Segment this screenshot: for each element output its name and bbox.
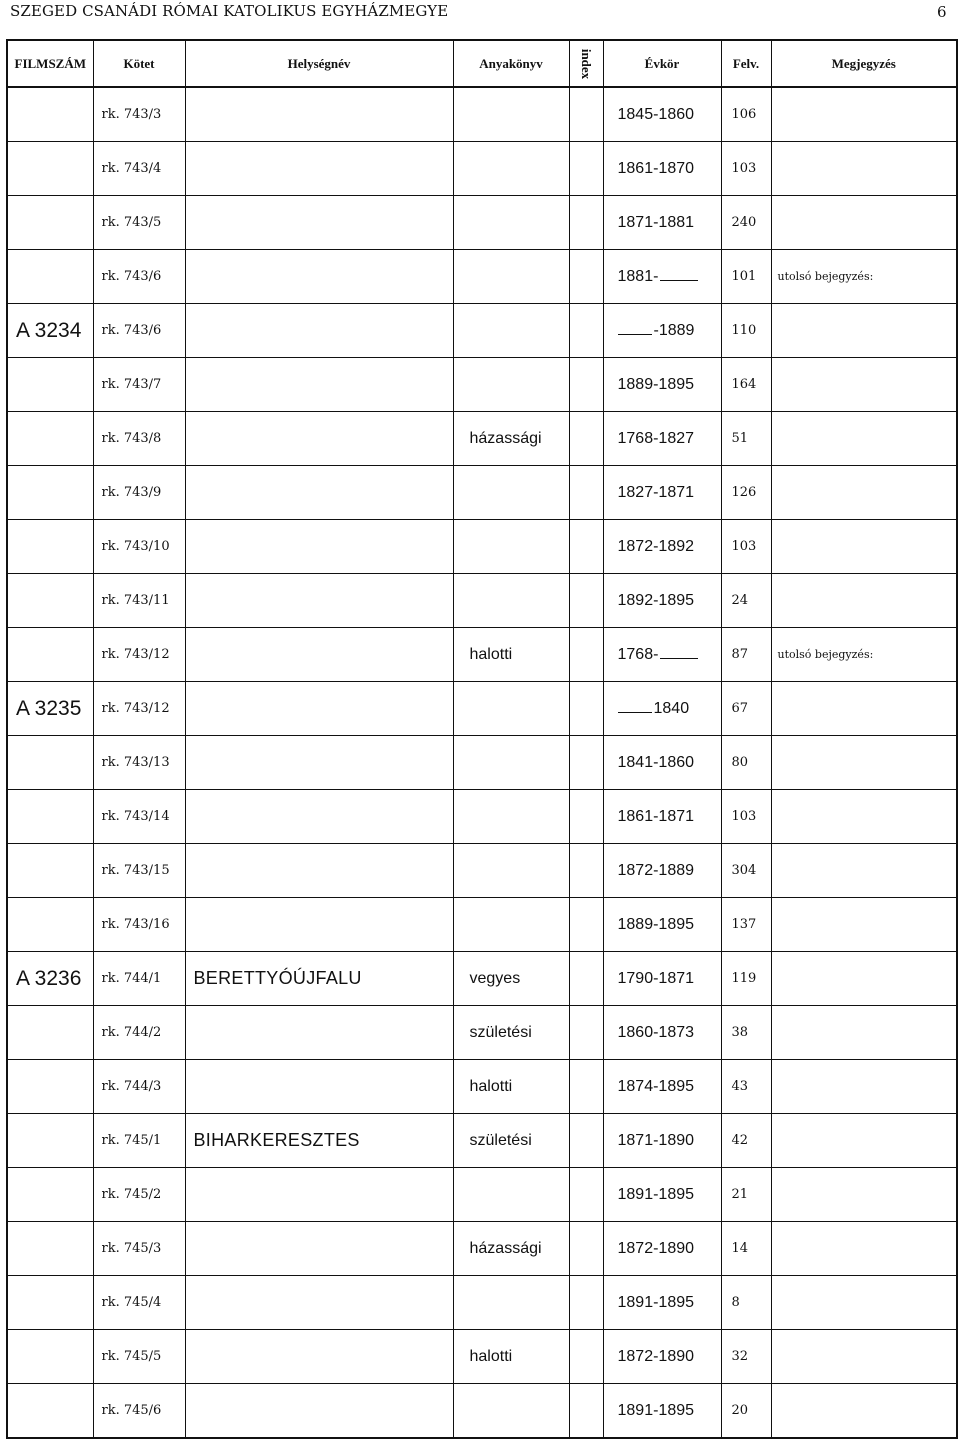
megjegyzes-cell — [771, 1330, 957, 1384]
table-row — [7, 358, 957, 412]
megjegyzes-cell — [771, 1114, 957, 1168]
evkor-text: 1790-1871 — [617, 969, 695, 987]
kotet-cell: rk. 744/1 — [93, 952, 185, 1006]
filmszam-cell — [7, 466, 93, 520]
helysegnev-cell — [185, 358, 453, 412]
helysegnev-cell — [185, 1330, 453, 1384]
evkor-cell — [603, 736, 721, 790]
felv-cell: 80 — [721, 736, 771, 790]
filmszam-cell: A 3236 — [7, 952, 93, 1006]
felv-cell: 101 — [721, 250, 771, 304]
table-row — [7, 682, 957, 736]
evkor-cell — [603, 358, 721, 412]
index-cell — [569, 1276, 603, 1330]
filmszam-cell — [7, 736, 93, 790]
index-cell — [569, 1060, 603, 1114]
evkor-text: 1860-1873 — [617, 1023, 695, 1041]
helysegnev-cell — [185, 1222, 453, 1276]
blank-line — [618, 700, 652, 713]
column-header-filmszam: FILMSZÁM — [7, 40, 93, 87]
column-header-kotet: Kötet — [93, 40, 185, 87]
anyakonyv-cell: házassági — [453, 412, 569, 466]
felv-cell: 14 — [721, 1222, 771, 1276]
filmszam-cell — [7, 1060, 93, 1114]
evkor-cell — [603, 790, 721, 844]
megjegyzes-cell — [771, 87, 957, 142]
table-row — [7, 142, 957, 196]
table-row — [7, 1006, 957, 1060]
kotet-cell: rk. 743/6 — [93, 250, 185, 304]
felv-cell: 21 — [721, 1168, 771, 1222]
anyakonyv-cell — [453, 844, 569, 898]
evkor-cell — [603, 1276, 721, 1330]
evkor-cell — [603, 520, 721, 574]
filmszam-cell — [7, 574, 93, 628]
kotet-cell: rk. 743/7 — [93, 358, 185, 412]
anyakonyv-cell — [453, 1384, 569, 1439]
felv-cell: 32 — [721, 1330, 771, 1384]
megjegyzes-cell — [771, 682, 957, 736]
felv-cell: 240 — [721, 196, 771, 250]
evkor-cell — [603, 1114, 721, 1168]
helysegnev-cell — [185, 1006, 453, 1060]
filmszam-cell — [7, 412, 93, 466]
index-cell — [569, 142, 603, 196]
kotet-cell: rk. 744/3 — [93, 1060, 185, 1114]
anyakonyv-cell — [453, 196, 569, 250]
kotet-cell: rk. 743/11 — [93, 574, 185, 628]
anyakonyv-cell — [453, 736, 569, 790]
index-cell — [569, 574, 603, 628]
evkor-text: 1827-1871 — [617, 483, 695, 501]
filmszam-cell — [7, 1168, 93, 1222]
table-row — [7, 1114, 957, 1168]
evkor-text: 1840 — [653, 699, 690, 717]
filmszam-cell — [7, 358, 93, 412]
kotet-cell: rk. 745/5 — [93, 1330, 185, 1384]
megjegyzes-cell — [771, 1276, 957, 1330]
evkor-cell — [603, 898, 721, 952]
megjegyzes-cell — [771, 1222, 957, 1276]
evkor-cell — [603, 304, 721, 358]
helysegnev-cell — [185, 250, 453, 304]
table-row — [7, 952, 957, 1006]
anyakonyv-cell — [453, 466, 569, 520]
table-row — [7, 736, 957, 790]
felv-cell: 24 — [721, 574, 771, 628]
filmszam-cell — [7, 520, 93, 574]
index-cell — [569, 682, 603, 736]
helysegnev-cell — [185, 844, 453, 898]
table-row — [7, 844, 957, 898]
evkor-cell — [603, 1222, 721, 1276]
helysegnev-cell — [185, 1276, 453, 1330]
page-number: 6 — [937, 3, 947, 21]
evkor-text: 1768- — [617, 645, 659, 663]
column-header-helysegnev: Helységnév — [185, 40, 453, 87]
anyakonyv-cell — [453, 358, 569, 412]
index-cell — [569, 466, 603, 520]
helysegnev-cell — [185, 790, 453, 844]
kotet-cell: rk. 743/13 — [93, 736, 185, 790]
evkor-text: 1889-1895 — [617, 915, 695, 933]
table-header-row — [7, 40, 957, 87]
anyakonyv-cell: születési — [453, 1006, 569, 1060]
evkor-text: 1861-1871 — [617, 807, 695, 825]
felv-cell: 38 — [721, 1006, 771, 1060]
anyakonyv-cell — [453, 1168, 569, 1222]
kotet-cell: rk. 743/3 — [93, 87, 185, 142]
megjegyzes-cell — [771, 574, 957, 628]
table-row — [7, 898, 957, 952]
evkor-cell — [603, 466, 721, 520]
filmszam-cell — [7, 1330, 93, 1384]
filmszam-cell — [7, 1276, 93, 1330]
evkor-text: 1845-1860 — [617, 105, 695, 123]
index-cell — [569, 1006, 603, 1060]
index-cell — [569, 844, 603, 898]
evkor-text: 1872-1892 — [617, 537, 695, 555]
evkor-text: 1881- — [617, 267, 659, 285]
filmszam-cell: A 3235 — [7, 682, 93, 736]
evkor-text: 1889-1895 — [617, 375, 695, 393]
blank-line — [660, 646, 698, 659]
filmszam-cell — [7, 1114, 93, 1168]
evkor-cell — [603, 1384, 721, 1439]
megjegyzes-cell — [771, 412, 957, 466]
helysegnev-cell — [185, 736, 453, 790]
felv-cell: 87 — [721, 628, 771, 682]
evkor-cell — [603, 628, 721, 682]
anyakonyv-cell — [453, 304, 569, 358]
felv-cell: 8 — [721, 1276, 771, 1330]
filmszam-cell — [7, 790, 93, 844]
helysegnev-cell — [185, 1168, 453, 1222]
kotet-cell: rk. 743/16 — [93, 898, 185, 952]
index-cell — [569, 1330, 603, 1384]
index-cell — [569, 1168, 603, 1222]
table-row — [7, 250, 957, 304]
table-row — [7, 790, 957, 844]
table-row — [7, 87, 957, 142]
table-row — [7, 1384, 957, 1439]
filmszam-cell — [7, 1222, 93, 1276]
helysegnev-cell — [185, 1060, 453, 1114]
blank-line — [660, 268, 698, 281]
register-table — [6, 39, 958, 1439]
evkor-cell — [603, 142, 721, 196]
table-row — [7, 1060, 957, 1114]
megjegyzes-cell — [771, 1006, 957, 1060]
helysegnev-cell — [185, 87, 453, 142]
evkor-text: 1891-1895 — [617, 1293, 695, 1311]
evkor-text: 1891-1895 — [617, 1401, 695, 1419]
evkor-cell — [603, 196, 721, 250]
index-cell — [569, 898, 603, 952]
helysegnev-cell — [185, 1384, 453, 1439]
kotet-cell: rk. 743/15 — [93, 844, 185, 898]
megjegyzes-cell — [771, 142, 957, 196]
megjegyzes-cell — [771, 196, 957, 250]
kotet-cell: rk. 743/10 — [93, 520, 185, 574]
anyakonyv-cell: halotti — [453, 628, 569, 682]
felv-cell: 304 — [721, 844, 771, 898]
column-header-index-label: index — [579, 48, 594, 79]
helysegnev-cell — [185, 682, 453, 736]
megjegyzes-cell: utolsó bejegyzés: — [771, 628, 957, 682]
helysegnev-cell — [185, 142, 453, 196]
helysegnev-cell — [185, 412, 453, 466]
column-header-evkor: Évkör — [603, 40, 721, 87]
table-row — [7, 574, 957, 628]
megjegyzes-cell — [771, 520, 957, 574]
evkor-cell — [603, 1168, 721, 1222]
table-row — [7, 1330, 957, 1384]
filmszam-cell — [7, 142, 93, 196]
kotet-cell: rk. 745/3 — [93, 1222, 185, 1276]
megjegyzes-cell — [771, 1168, 957, 1222]
evkor-cell — [603, 1330, 721, 1384]
evkor-text: 1841-1860 — [617, 753, 695, 771]
helysegnev-cell — [185, 628, 453, 682]
felv-cell: 51 — [721, 412, 771, 466]
table-row — [7, 1222, 957, 1276]
anyakonyv-cell — [453, 87, 569, 142]
filmszam-cell: A 3234 — [7, 304, 93, 358]
anyakonyv-cell — [453, 574, 569, 628]
helysegnev-cell — [185, 304, 453, 358]
table-row — [7, 520, 957, 574]
helysegnev-cell: BERETTYÓÚJFALU — [185, 952, 453, 1006]
kotet-cell: rk. 745/1 — [93, 1114, 185, 1168]
anyakonyv-cell — [453, 142, 569, 196]
evkor-text: 1872-1890 — [617, 1239, 695, 1257]
anyakonyv-cell — [453, 520, 569, 574]
felv-cell: 43 — [721, 1060, 771, 1114]
evkor-text: 1871-1881 — [617, 213, 695, 231]
evkor-text: 1892-1895 — [617, 591, 695, 609]
index-cell — [569, 1222, 603, 1276]
filmszam-cell — [7, 196, 93, 250]
kotet-cell: rk. 743/12 — [93, 682, 185, 736]
index-cell — [569, 87, 603, 142]
felv-cell: 110 — [721, 304, 771, 358]
evkor-cell — [603, 250, 721, 304]
table-row — [7, 1168, 957, 1222]
index-cell — [569, 304, 603, 358]
evkor-text: 1874-1895 — [617, 1077, 695, 1095]
index-cell — [569, 952, 603, 1006]
helysegnev-cell — [185, 898, 453, 952]
helysegnev-cell — [185, 466, 453, 520]
table-row — [7, 304, 957, 358]
anyakonyv-cell: halotti — [453, 1330, 569, 1384]
index-cell — [569, 358, 603, 412]
megjegyzes-cell: utolsó bejegyzés: — [771, 250, 957, 304]
evkor-cell — [603, 574, 721, 628]
evkor-cell — [603, 1006, 721, 1060]
evkor-text: 1891-1895 — [617, 1185, 695, 1203]
felv-cell: 103 — [721, 790, 771, 844]
megjegyzes-cell — [771, 736, 957, 790]
kotet-cell: rk. 743/4 — [93, 142, 185, 196]
filmszam-cell — [7, 1006, 93, 1060]
megjegyzes-cell — [771, 466, 957, 520]
evkor-cell — [603, 87, 721, 142]
evkor-text: -1889 — [653, 321, 695, 339]
kotet-cell: rk. 745/2 — [93, 1168, 185, 1222]
document-title: SZEGED CSANÁDI RÓMAI KATOLIKUS EGYHÁZMEGYE — [10, 2, 449, 20]
table-body — [7, 87, 957, 1438]
table-row — [7, 466, 957, 520]
kotet-cell: rk. 743/14 — [93, 790, 185, 844]
helysegnev-cell — [185, 196, 453, 250]
kotet-cell: rk. 743/9 — [93, 466, 185, 520]
megjegyzes-cell — [771, 1060, 957, 1114]
evkor-cell — [603, 412, 721, 466]
felv-cell: 119 — [721, 952, 771, 1006]
index-cell — [569, 1384, 603, 1439]
column-header-megjegyzes: Megjegyzés — [771, 40, 957, 87]
felv-cell: 20 — [721, 1384, 771, 1439]
blank-line — [618, 322, 652, 335]
table-row — [7, 196, 957, 250]
anyakonyv-cell — [453, 790, 569, 844]
evkor-cell — [603, 682, 721, 736]
evkor-text: 1872-1890 — [617, 1347, 695, 1365]
evkor-text: 1871-1890 — [617, 1131, 695, 1149]
filmszam-cell — [7, 87, 93, 142]
evkor-text: 1768-1827 — [617, 429, 695, 447]
kotet-cell: rk. 743/12 — [93, 628, 185, 682]
kotet-cell: rk. 744/2 — [93, 1006, 185, 1060]
megjegyzes-cell — [771, 790, 957, 844]
felv-cell: 42 — [721, 1114, 771, 1168]
helysegnev-cell: BIHARKERESZTES — [185, 1114, 453, 1168]
kotet-cell: rk. 745/4 — [93, 1276, 185, 1330]
anyakonyv-cell: vegyes — [453, 952, 569, 1006]
evkor-text: 1872-1889 — [617, 861, 695, 879]
index-cell — [569, 520, 603, 574]
megjegyzes-cell — [771, 304, 957, 358]
index-cell — [569, 628, 603, 682]
index-cell — [569, 412, 603, 466]
evkor-text: 1861-1870 — [617, 159, 695, 177]
table-row — [7, 1276, 957, 1330]
anyakonyv-cell — [453, 682, 569, 736]
evkor-cell — [603, 952, 721, 1006]
table-row — [7, 628, 957, 682]
index-cell — [569, 196, 603, 250]
anyakonyv-cell — [453, 250, 569, 304]
megjegyzes-cell — [771, 1384, 957, 1439]
helysegnev-cell — [185, 574, 453, 628]
column-header-anyakonyv: Anyakönyv — [453, 40, 569, 87]
index-cell — [569, 250, 603, 304]
column-header-index — [569, 40, 603, 87]
filmszam-cell — [7, 844, 93, 898]
filmszam-cell — [7, 250, 93, 304]
evkor-cell — [603, 844, 721, 898]
column-header-felv: Felv. — [721, 40, 771, 87]
index-cell — [569, 736, 603, 790]
index-cell — [569, 790, 603, 844]
anyakonyv-cell: halotti — [453, 1060, 569, 1114]
megjegyzes-cell — [771, 844, 957, 898]
filmszam-cell — [7, 628, 93, 682]
kotet-cell: rk. 743/6 — [93, 304, 185, 358]
index-cell — [569, 1114, 603, 1168]
megjegyzes-cell — [771, 898, 957, 952]
anyakonyv-cell: házassági — [453, 1222, 569, 1276]
anyakonyv-cell: születési — [453, 1114, 569, 1168]
anyakonyv-cell — [453, 898, 569, 952]
anyakonyv-cell — [453, 1276, 569, 1330]
kotet-cell: rk. 743/5 — [93, 196, 185, 250]
helysegnev-cell — [185, 520, 453, 574]
table-row — [7, 412, 957, 466]
evkor-cell — [603, 1060, 721, 1114]
felv-cell: 126 — [721, 466, 771, 520]
felv-cell: 103 — [721, 142, 771, 196]
felv-cell: 164 — [721, 358, 771, 412]
megjegyzes-cell — [771, 358, 957, 412]
felv-cell: 137 — [721, 898, 771, 952]
filmszam-cell — [7, 1384, 93, 1439]
felv-cell: 67 — [721, 682, 771, 736]
felv-cell: 103 — [721, 520, 771, 574]
filmszam-cell — [7, 898, 93, 952]
felv-cell: 106 — [721, 87, 771, 142]
kotet-cell: rk. 745/6 — [93, 1384, 185, 1439]
kotet-cell: rk. 743/8 — [93, 412, 185, 466]
megjegyzes-cell — [771, 952, 957, 1006]
